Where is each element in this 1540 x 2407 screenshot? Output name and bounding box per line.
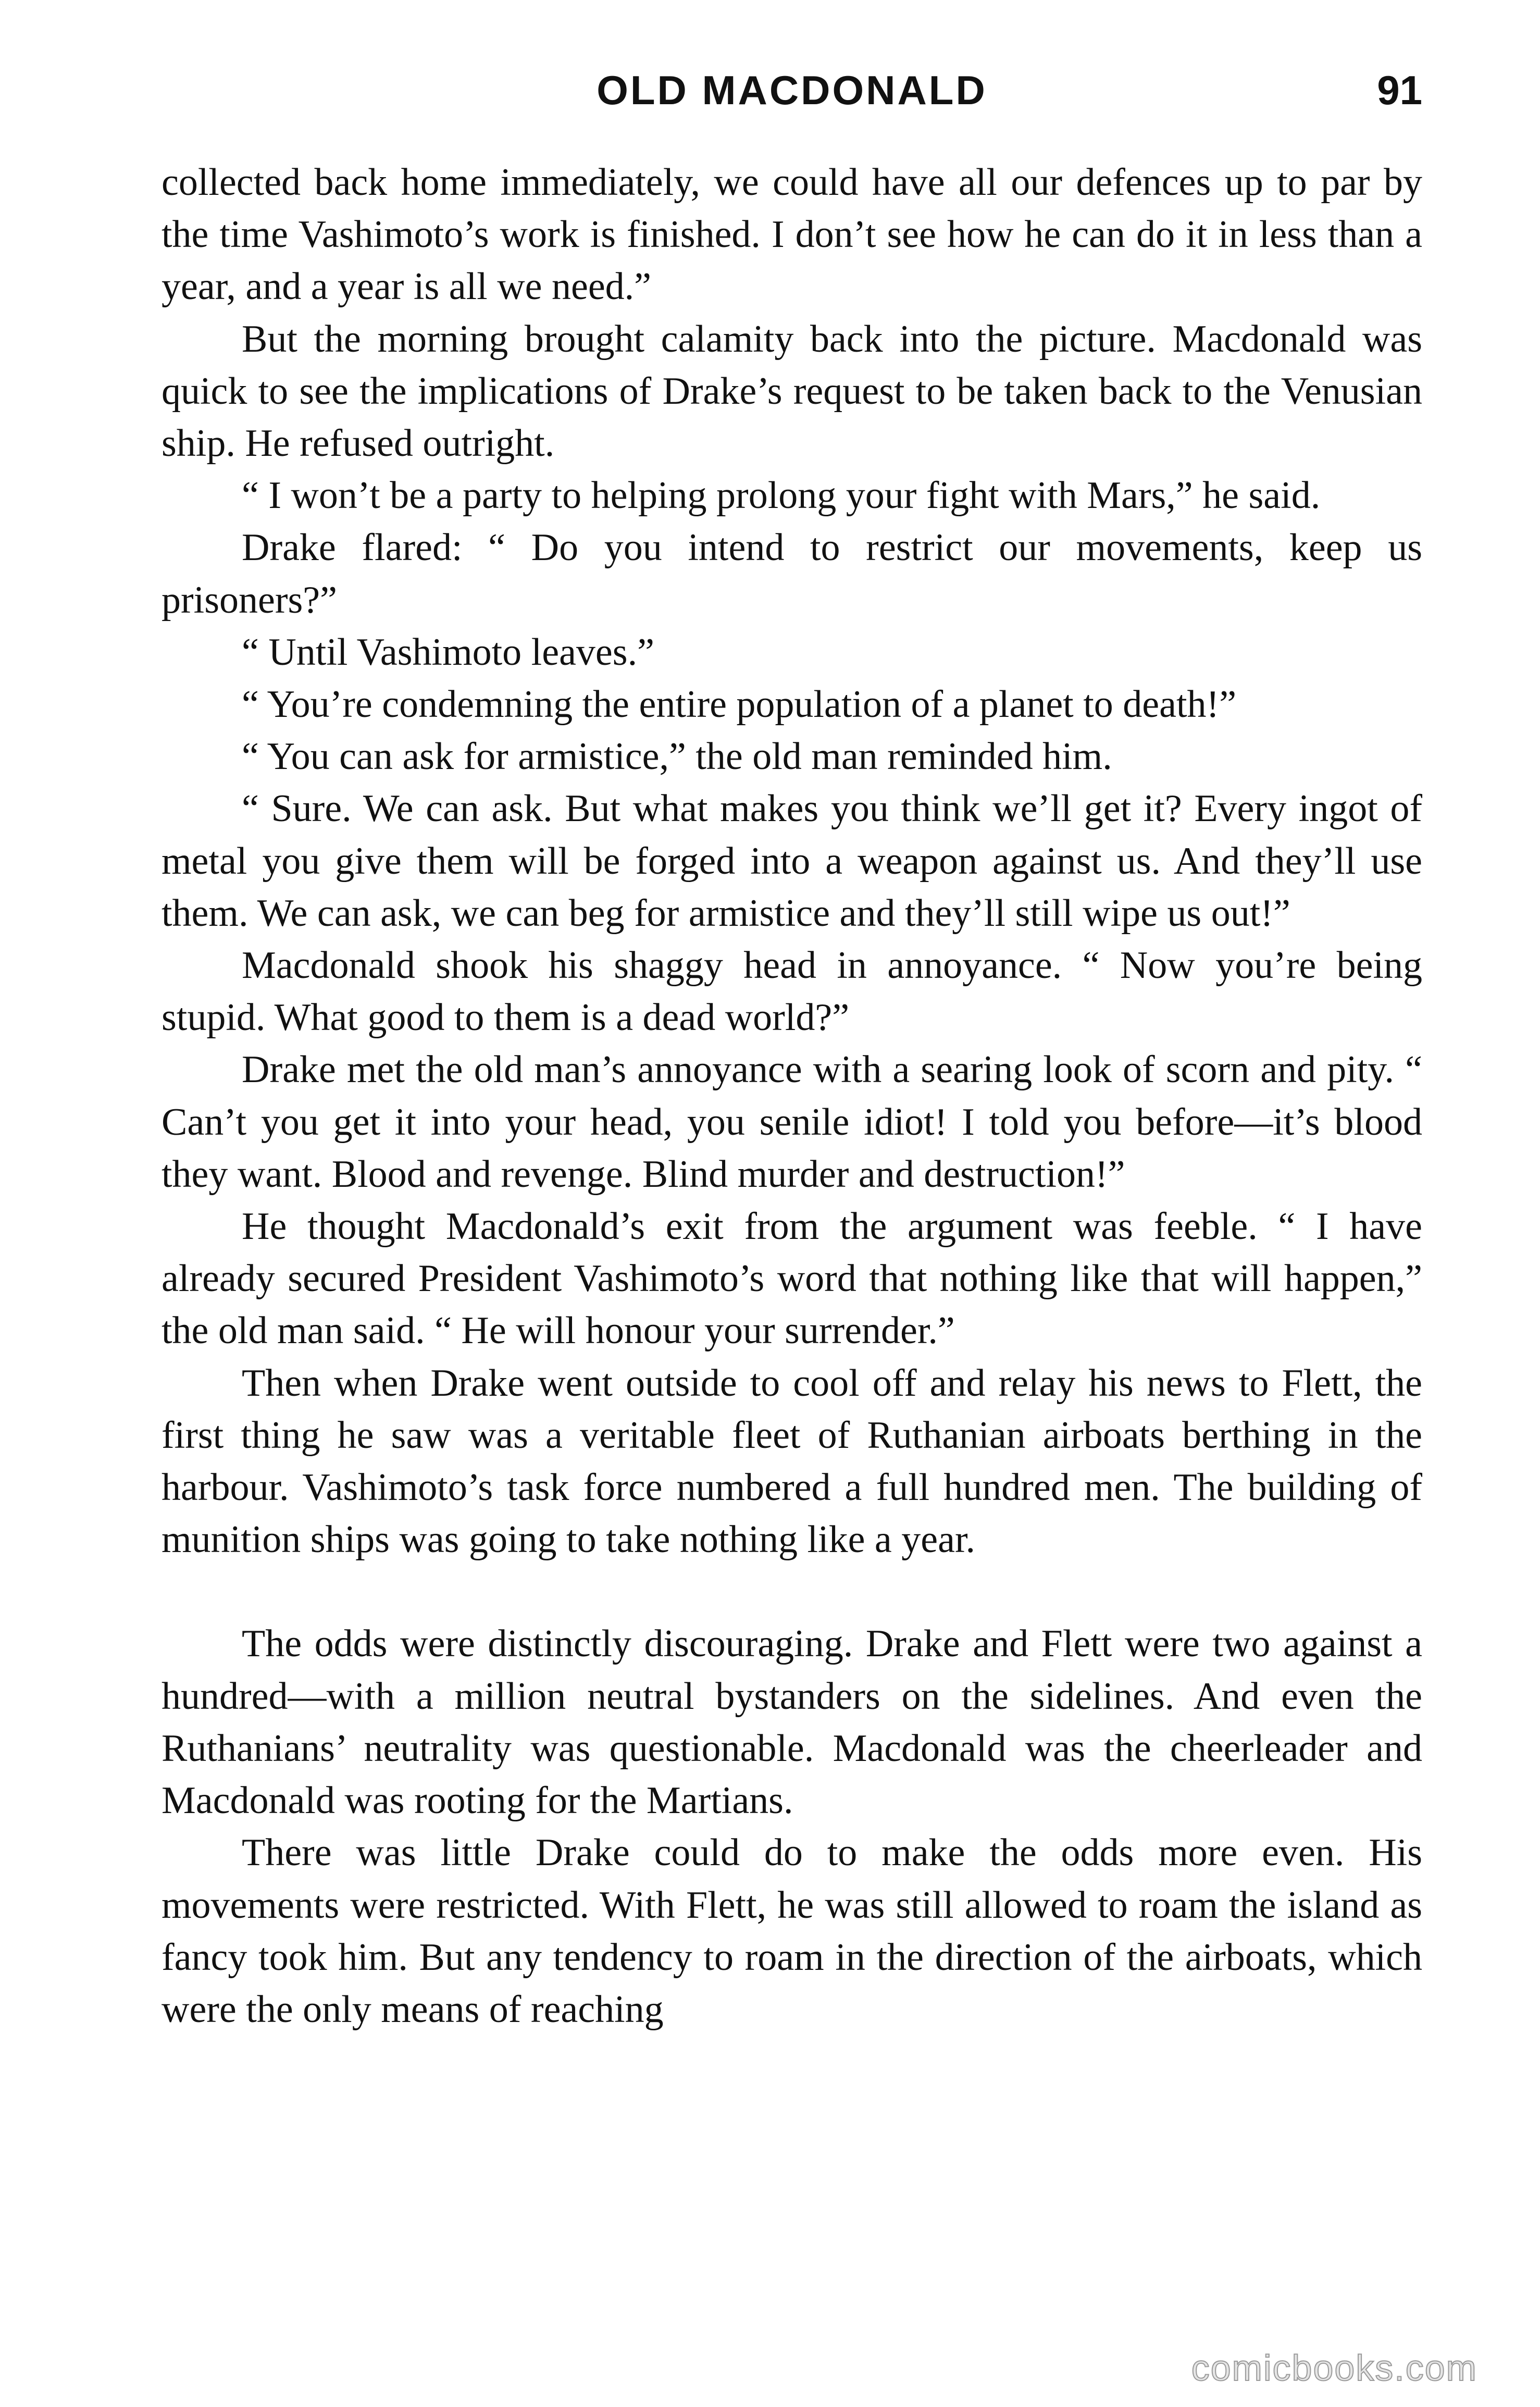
- section-break: [162, 1566, 1422, 1618]
- watermark: comicbooks.com: [1191, 2348, 1477, 2388]
- page-header: [162, 61, 1422, 119]
- paragraph: The odds were distinctly discouraging. Drake and Flett were two against a hundred—with a million neutral bystanders on the sidelines. And even the Ruthanians’ neutrality was questionable. Macdonald was the cheerleader and Macdonald was rooting for the Martians.: [162, 1622, 1422, 1822]
- paragraph: Drake met the old man’s annoyance with a searing look of scorn and pity. “ Can’t you get it into your head, you senile idiot! I told you before—it’s blood they want. Blood and revenge. Blind murder and destruction!”: [162, 1048, 1422, 1196]
- paragraph: There was little Drake could do to make the odds more even. His movements were restricted. With Flett, he was still allowed to roam the island as fancy took him. But any tendency to roam in the direction of the airboats, which were the only means of reaching: [162, 1831, 1422, 2031]
- paragraph: Macdonald shook his shaggy head in annoyance. “ Now you’re being stupid. What good to them is a dead world?”: [162, 944, 1422, 1039]
- page-number: 91: [1377, 67, 1422, 113]
- paragraph-continued: collected back home immediately, we could have all our defences up to par by the time Vashimoto’s work is finished. I don’t see how he can do it in less than a year, and a year is all we need.”: [162, 161, 1422, 308]
- paragraph: He thought Macdonald’s exit from the argument was feeble. “ I have already secured President Vashimoto’s word that nothing like that will happen,” the old man said. “ He will honour your surrender.”: [162, 1205, 1422, 1353]
- body-text: [162, 156, 1422, 2036]
- paragraph: “ Until Vashimoto leaves.”: [242, 630, 654, 674]
- paragraph: Then when Drake went outside to cool off and relay his news to Flett, the first thing he saw was a veritable fleet of Ruthanian airboats berthing in the harbour. Vashimoto’s task force numbered a full hundred men. The building of munition ships was going to take nothing like a year.: [162, 1361, 1422, 1561]
- paragraph: “ You can ask for armistice,” the old man reminded him.: [242, 735, 1112, 778]
- paragraph: “ You’re condemning the entire population of a planet to death!”: [242, 683, 1237, 726]
- paragraph: “ Sure. We can ask. But what makes you think we’ll get it? Every ingot of metal you give them will be forged into a weapon against us. And they’ll use them. We can ask, we can beg for armistice and they’ll still wipe us out!”: [162, 787, 1422, 935]
- paragraph: “ I won’t be a party to helping prolong your fight with Mars,” he said.: [242, 474, 1321, 517]
- paragraph: But the morning brought calamity back into the picture. Macdonald was quick to see the implications of Drake’s request to be taken back to the Venusian ship. He refused outright.: [162, 317, 1422, 465]
- paragraph: Drake flared: “ Do you intend to restrict our movements, keep us prisoners?”: [162, 526, 1422, 622]
- running-title: OLD MACDONALD: [597, 67, 987, 113]
